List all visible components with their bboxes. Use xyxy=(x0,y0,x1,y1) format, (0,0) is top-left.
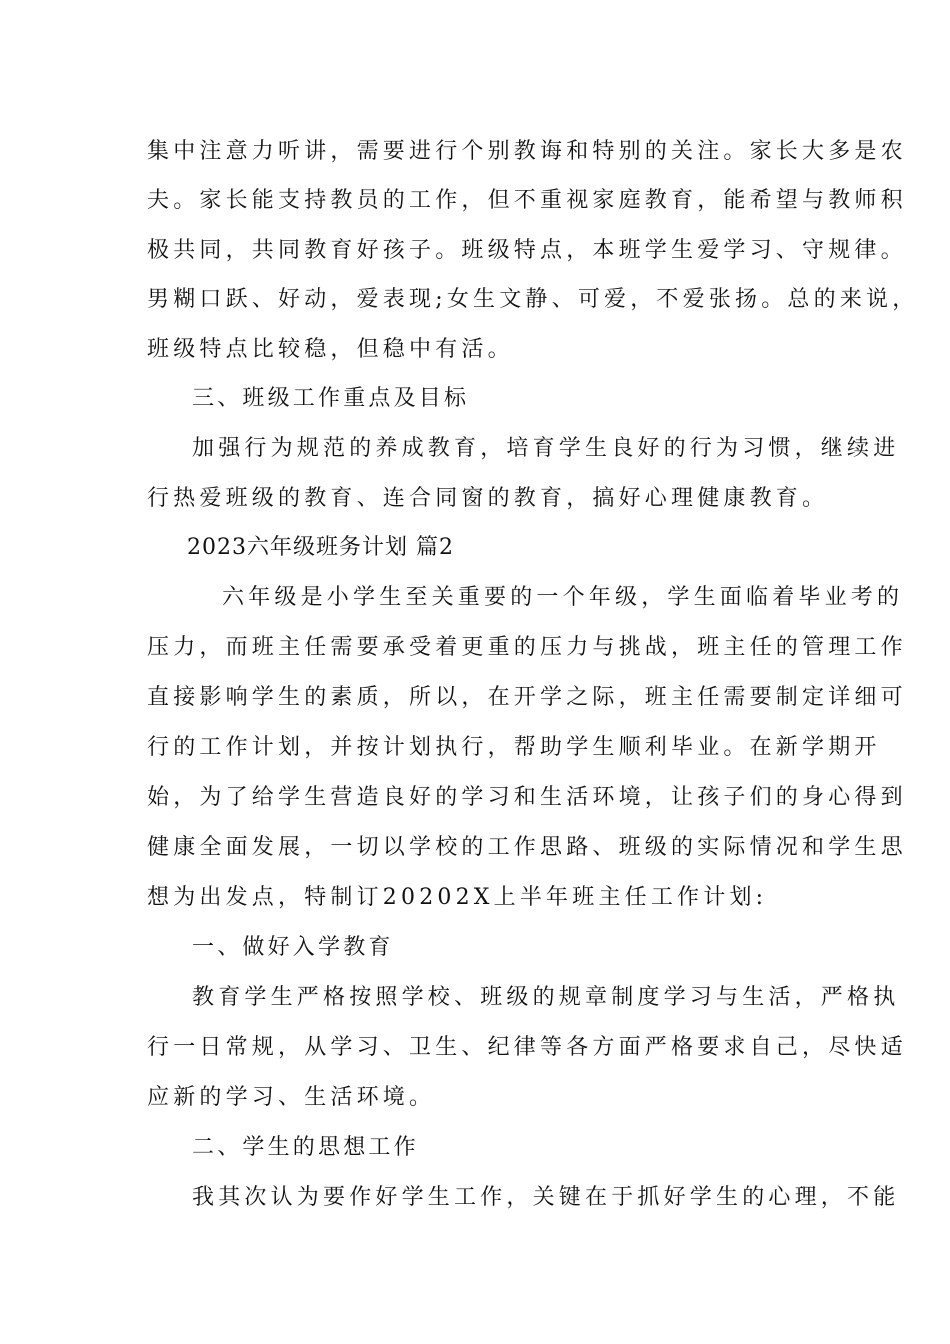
section-heading: 一、做好入学教育 xyxy=(192,935,394,960)
body-text-line: 极共同，共同教育好孩子。班级特点，本班学生爱学习、守规律。 xyxy=(147,238,907,263)
body-text-line: 夫。家长能支持教员的工作，但不重视家庭教育，能希望与教师积 xyxy=(147,188,907,213)
body-text-line: 集中注意力听讲，需要进行个别教诲和特别的关注。家长大多是农 xyxy=(147,139,907,164)
body-text-line: 直接影响学生的素质，所以，在开学之际，班主任需要制定详细可 xyxy=(147,685,907,710)
body-text-line: 行一日常规，从学习、卫生、纪律等各方面严格要求自己，尽快适 xyxy=(147,1035,907,1060)
body-text-line: 健康全面发展，一切以学校的工作思路、班级的实际情况和学生思 xyxy=(147,835,907,860)
body-text-line: 教育学生严格按照学校、班级的规章制度学习与生活，严格执 xyxy=(192,985,900,1010)
body-text-line: 六年级是小学生至关重要的一个年级，学生面临着毕业考的 xyxy=(222,585,904,610)
body-text-line: 加强行为规范的养成教育，培育学生良好的行为习惯，继续进 xyxy=(192,436,900,461)
body-text-line: 应新的学习、生活环境。 xyxy=(147,1085,436,1110)
article-subtitle: 2023六年级班务计划 篇2 xyxy=(187,535,454,560)
body-text-line: 我其次认为要作好学生工作，关键在于抓好学生的心理，不能 xyxy=(192,1185,900,1210)
body-text-line: 行热爱班级的教育、连合同窗的教育，搞好心理健康教育。 xyxy=(147,486,829,511)
body-text-line: 压力，而班主任需要承受着更重的压力与挑战，班主任的管理工作 xyxy=(147,635,907,660)
body-text-line: 男糊口跃、好动，爱表现;女生文静、可爱，不爱张扬。总的来说， xyxy=(147,287,919,312)
body-text-line: 班级特点比较稳，但稳中有活。 xyxy=(147,337,514,362)
body-text-line: 始，为了给学生营造良好的学习和生活环境，让孩子们的身心得到 xyxy=(147,785,907,810)
body-text-line: 行的工作计划，并按计划执行，帮助学生顺利毕业。在新学期开 xyxy=(147,735,881,760)
body-text-line: 想为出发点，特制订20202X上半年班主任工作计划: xyxy=(147,885,768,910)
section-heading: 二、学生的思想工作 xyxy=(192,1135,419,1160)
section-heading: 三、班级工作重点及目标 xyxy=(192,386,470,411)
